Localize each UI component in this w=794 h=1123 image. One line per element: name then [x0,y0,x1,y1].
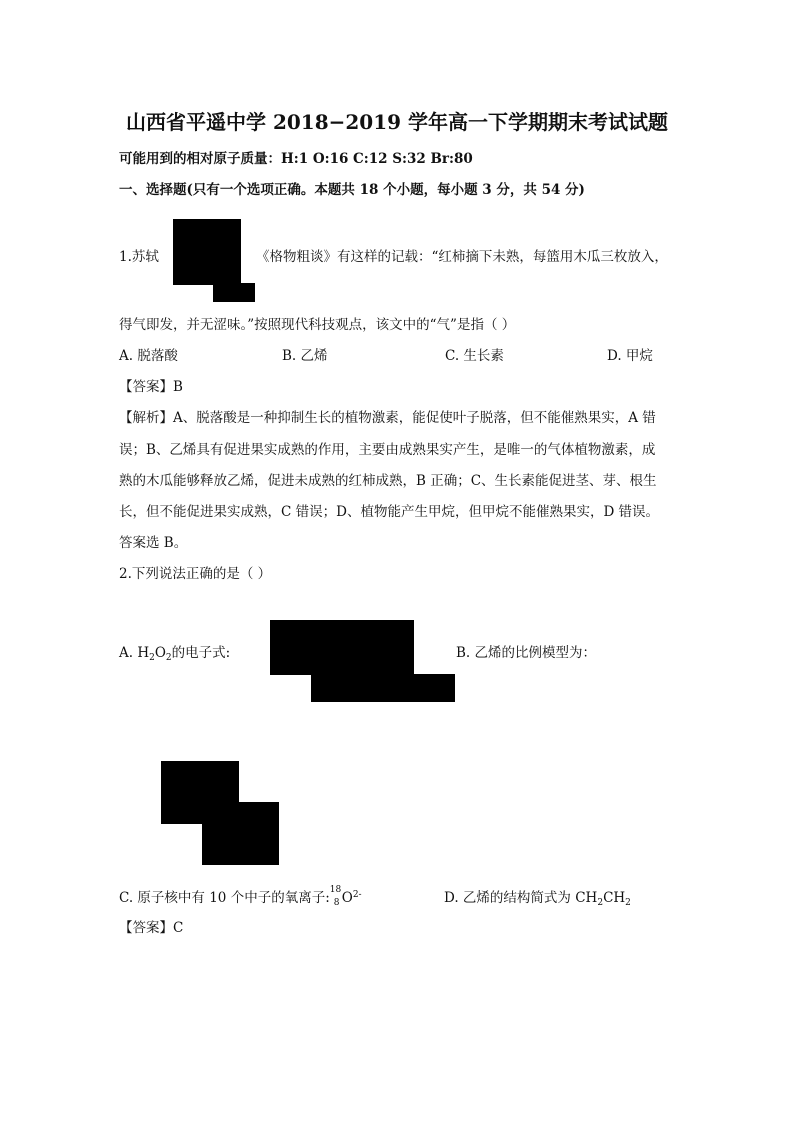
redacted-image-ethylene-model-tail [202,802,279,865]
q2-stem: 2.下列说法正确的是（ ） [119,566,272,582]
q1-analysis-line2: 误；B、乙烯具有促进果实成熟的作用，主要由成熟果实产生，是唯一的气体植物激素，成 [119,442,656,458]
q1-stem-line2: 得气即发，并无涩味。”按照现代科技观点，该文中的“气”是指（ ） [119,317,516,333]
q1-option-a: A. 脱落酸 [119,348,178,364]
q1-option-b: B. 乙烯 [282,348,328,364]
atomic-mass-line: 可能用到的相对原子质量：H:1 O:16 C:12 S:32 Br:80 [119,151,473,167]
q2-option-d: D. 乙烯的结构简式为 $CH_2CH_2$ [444,890,631,908]
q1-option-d: D. 甲烷 [607,348,653,364]
redacted-image-electron-formula [270,620,414,675]
q1-analysis-line4: 长，但不能促进果实成熟，C 错误；D、植物能产生甲烷，但甲烷不能催熟果实，D 错误。 [119,504,660,520]
redacted-image-portrait [173,219,241,285]
q1-option-c: C. 生长素 [445,348,504,364]
section-heading: 一、选择题(只有一个选项正确。本题共 18 个小题，每小题 3 分，共 54 分) [119,182,585,198]
q1-stem-part2: 《格物粗谈》有这样的记载：“红柿摘下未熟，每篮用木瓜三枚放入， [256,249,668,265]
q2-option-c: C. 原子核中有 10 个中子的氧离子: 18 8 $O^{2-}$ [119,884,362,908]
q1-analysis-line1: 【解析】A、脱落酸是一种抑制生长的植物激素，能促使叶子脱落，但不能催熟果实，A 错 [119,410,656,426]
q2-option-a: A. $H_2O_2$的电子式: [119,645,231,663]
page-title: 山西省平遥中学 2018−2019 学年高一下学期期末考试试题 [125,110,668,134]
q1-stem-part1: 1.苏轼 [119,249,159,265]
q2-answer: 【答案】C [119,920,184,936]
q1-answer: 【答案】B [119,379,183,395]
redacted-image-electron-formula-tail [311,674,455,702]
q2-option-b: B. 乙烯的比例模型为： [456,645,597,661]
q1-analysis-line3: 熟的木瓜能够释放乙烯，促进未成熟的红柿成熟，B 正确；C、生长素能促进茎、芽、根生 [119,473,657,489]
q1-analysis-line5: 答案选 B。 [119,535,188,551]
redacted-image-portrait-tail [213,283,255,302]
